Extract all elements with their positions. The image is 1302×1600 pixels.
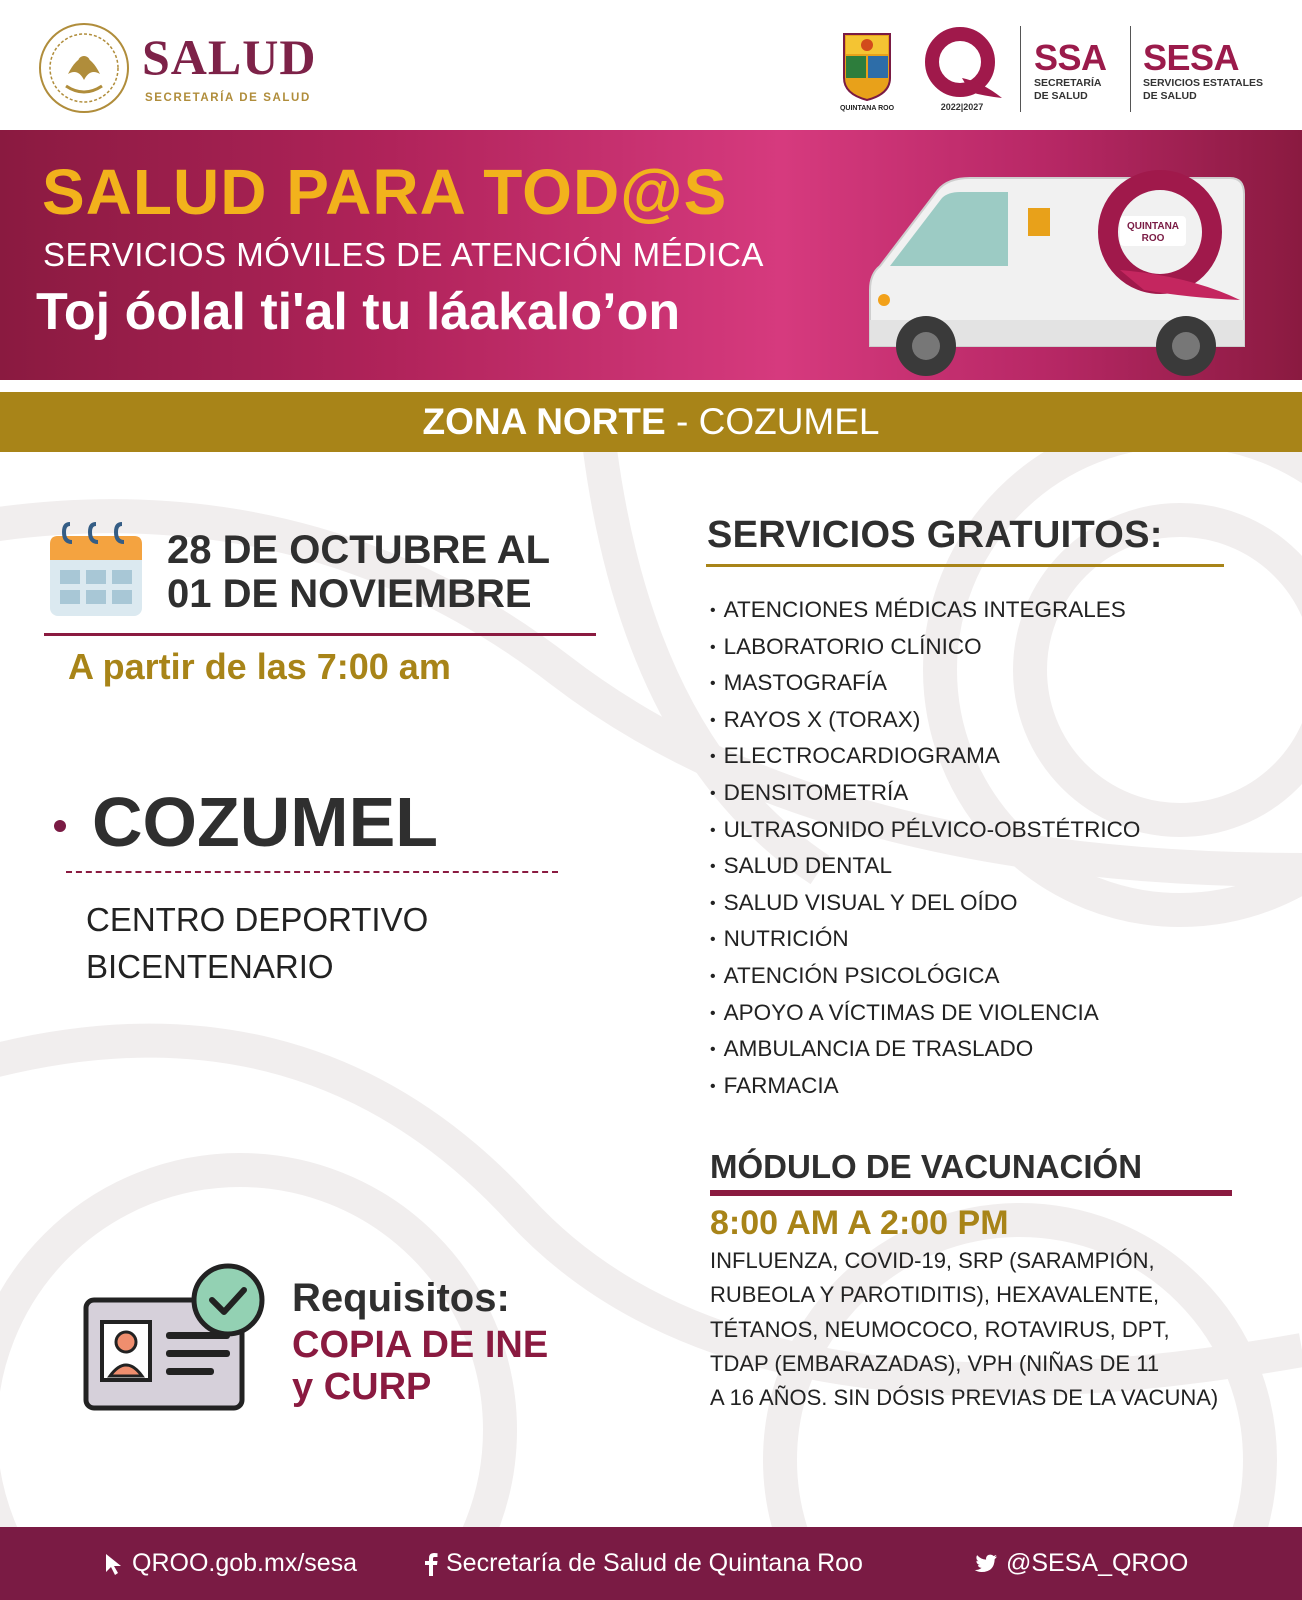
- cursor-icon: [104, 1552, 124, 1576]
- sesa-subtitle-1: SERVICIOS ESTATALES: [1143, 77, 1263, 89]
- service-item: • RAYOS X (TORAX): [710, 702, 1140, 739]
- vaccination-line: TDAP (EMBARAZADAS), VPH (NIÑAS DE 11: [710, 1350, 1160, 1376]
- requirements-line2: y CURP: [292, 1366, 432, 1408]
- banner-title: SALUD PARA TOD@S: [42, 156, 728, 228]
- service-item: • ATENCIONES MÉDICAS INTEGRALES: [710, 592, 1140, 629]
- service-item: • APOYO A VÍCTIMAS DE VIOLENCIA: [710, 995, 1140, 1032]
- ssa-subtitle-2: DE SALUD: [1034, 90, 1088, 102]
- banner-subtitle: SERVICIOS MÓVILES DE ATENCIÓN MÉDICA: [43, 236, 764, 273]
- service-item: • SALUD VISUAL Y DEL OÍDO: [710, 885, 1140, 922]
- sesa-title: SESA: [1143, 37, 1240, 78]
- city-name: COZUMEL: [92, 783, 439, 861]
- ssa-title: SSA: [1034, 37, 1107, 78]
- ssa-subtitle-1: SECRETARÍA: [1034, 77, 1102, 89]
- banner: [0, 130, 1302, 380]
- vaccination-title: MÓDULO DE VACUNACIÓN: [710, 1148, 1143, 1185]
- service-item: • ULTRASONIDO PÉLVICO-OBSTÉTRICO: [710, 812, 1140, 849]
- date-line2: 01 DE NOVIEMBRE: [167, 572, 532, 616]
- city-divider: [66, 871, 558, 873]
- vaccination-line: A 16 AÑOS. SIN DÓSIS PREVIAS DE LA VACUNA): [710, 1385, 1219, 1411]
- footer-facebook-link[interactable]: [424, 1527, 863, 1600]
- service-item: • ELECTROCARDIOGRAMA: [710, 738, 1140, 775]
- van-logo-line2: ROO: [1141, 233, 1165, 244]
- venue-line1: CENTRO DEPORTIVO: [86, 901, 429, 938]
- service-item: • LABORATORIO CLÍNICO: [710, 629, 1140, 666]
- service-item: • FARMACIA: [710, 1068, 1140, 1105]
- footer-website: QROO.gob.mx/sesa: [132, 1549, 358, 1577]
- requirements-value: [292, 1324, 548, 1408]
- venue: [86, 896, 428, 990]
- vaccination-description: [710, 1244, 1270, 1415]
- date-divider: [44, 633, 596, 636]
- sesa-subtitle-2: DE SALUD: [1143, 90, 1197, 102]
- calendar-icon: [46, 520, 146, 620]
- city-bullet: [54, 820, 66, 832]
- mexican-seal-icon: [38, 22, 130, 114]
- salud-logo-title: SALUD: [142, 29, 317, 85]
- ambulance-van-icon: [860, 150, 1280, 380]
- zone-name: ZONA NORTE: [422, 401, 666, 442]
- service-item: • MASTOGRAFÍA: [710, 665, 1140, 702]
- service-item: • NUTRICIÓN: [710, 921, 1140, 958]
- service-item: • DENSITOMETRÍA: [710, 775, 1140, 812]
- zone-separator: -: [665, 401, 699, 442]
- van-logo-line1: QUINTANA: [1126, 221, 1180, 232]
- q-government-logo-icon: [918, 22, 1006, 114]
- date-range: [167, 528, 550, 616]
- requirements-line1: COPIA DE INE: [292, 1324, 549, 1366]
- header-divider: [1130, 26, 1131, 112]
- zone-place: COZUMEL: [698, 401, 880, 442]
- header: [0, 0, 1302, 130]
- start-time: A partir de las 7:00 am: [68, 646, 451, 687]
- venue-line2: BICENTENARIO: [86, 948, 334, 985]
- services-list: [710, 592, 1140, 1104]
- quintana-roo-shield-icon: [838, 26, 896, 114]
- footer-facebook: Secretaría de Salud de Quintana Roo: [446, 1549, 863, 1577]
- services-title: SERVICIOS GRATUITOS:: [707, 514, 1163, 556]
- id-card-check-icon: [82, 1262, 272, 1414]
- services-divider: [706, 564, 1224, 567]
- service-item: • ATENCIÓN PSICOLÓGICA: [710, 958, 1140, 995]
- service-item: • AMBULANCIA DE TRASLADO: [710, 1031, 1140, 1068]
- vaccination-line: INFLUENZA, COVID-19, SRP (SARAMPIÓN,: [710, 1248, 1155, 1273]
- vaccination-divider: [710, 1190, 1232, 1196]
- vaccination-line: RUBEOLA Y PAROTIDITIS), HEXAVALENTE,: [710, 1282, 1160, 1308]
- banner-maya-line: Toj óolal ti'al tu láakalo’on: [36, 283, 681, 341]
- zone-bar: [0, 392, 1302, 452]
- footer-website-link[interactable]: [104, 1527, 357, 1600]
- footer-twitter-link[interactable]: [974, 1527, 1188, 1600]
- facebook-icon: [424, 1552, 438, 1576]
- vaccination-line: TÉTANOS, NEUMOCOCO, ROTAVIRUS, DPT,: [710, 1316, 1170, 1342]
- footer: [0, 1527, 1302, 1600]
- requirements-label: Requisitos:: [292, 1276, 510, 1320]
- twitter-icon: [974, 1554, 998, 1574]
- salud-logo-subtitle: SECRETARÍA DE SALUD: [145, 92, 311, 104]
- header-divider: [1020, 26, 1021, 112]
- service-item: • SALUD DENTAL: [710, 848, 1140, 885]
- vaccination-time: 8:00 AM A 2:00 PM: [710, 1204, 1009, 1242]
- date-line1: 28 DE OCTUBRE AL: [167, 528, 551, 572]
- q-logo-caption: 2022|2027: [940, 102, 984, 112]
- qroo-shield-caption: QUINTANA ROO: [839, 105, 895, 112]
- footer-twitter: @SESA_QROO: [1006, 1549, 1189, 1577]
